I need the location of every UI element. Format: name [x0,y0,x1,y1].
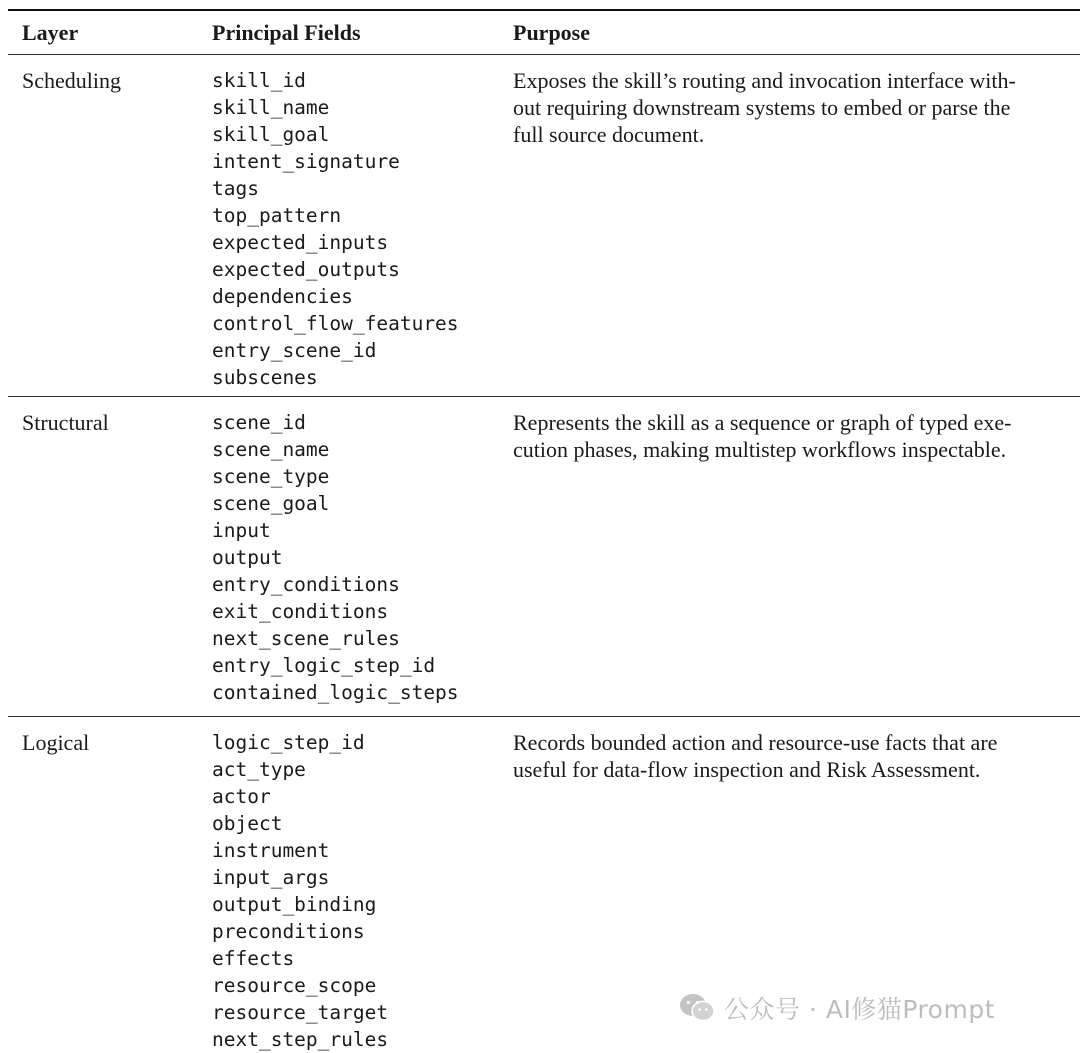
field-name: resource_target [212,1001,389,1024]
field-name: exit_conditions [212,600,389,623]
field-name: output_binding [212,893,377,916]
table-row-scheduling [8,55,1080,396]
field-name: scene_goal [212,492,330,515]
fields-list [212,729,513,1053]
layer-name: Scheduling [22,68,121,93]
field-name: preconditions [212,920,365,943]
field-name: skill_goal [212,123,330,146]
field-name: top_pattern [212,204,342,227]
header-principal-fields: Principal Fields [212,19,361,45]
purpose-line: Exposes the skill’s routing and invocation interface with- [513,68,1016,93]
fields-list [212,67,513,391]
field-name: tags [212,177,259,200]
field-name: intent_signature [212,150,400,173]
fields-table [8,9,1080,1051]
field-name: next_step_rules [212,1028,389,1051]
wechat-icon [678,992,716,1024]
fields-list [212,409,513,706]
purpose-line: out requiring downstream systems to embed or parse the [513,95,1011,120]
purpose-line: Represents the skill as a sequence or graph of typed exe- [513,410,1012,435]
field-name: expected_outputs [212,258,400,281]
watermark [678,990,995,1026]
table-header-row [8,11,1080,54]
field-name: instrument [212,839,330,862]
layer-name: Structural [22,410,109,435]
field-name: dependencies [212,285,353,308]
field-name: input_args [212,866,330,889]
field-name: skill_id [212,69,306,92]
field-name: entry_scene_id [212,339,377,362]
purpose-line: Records bounded action and resource-use facts that are [513,730,998,755]
field-name: contained_logic_steps [212,681,459,704]
purpose-line: cution phases, making multistep workflows inspectable. [513,437,1007,462]
header-purpose: Purpose [513,19,590,45]
field-name: effects [212,947,295,970]
field-name: entry_logic_step_id [212,654,436,677]
field-name: control_flow_features [212,312,459,335]
field-name: subscenes [212,366,318,389]
table-body [8,55,1080,1051]
field-name: logic_step_id [212,731,365,754]
field-name: actor [212,785,271,808]
purpose-line: full source document. [513,122,705,147]
field-name: output [212,546,283,569]
table-row-structural [8,397,1080,716]
field-name: expected_inputs [212,231,389,254]
field-name: entry_conditions [212,573,400,596]
watermark-text: 公众号 · AI修猫Prompt [724,995,996,1024]
field-name: resource_scope [212,974,377,997]
purpose-line: useful for data-flow inspection and Risk Assessment. [513,757,981,782]
field-name: scene_name [212,438,330,461]
field-name: act_type [212,758,306,781]
field-name: object [212,812,283,835]
field-name: next_scene_rules [212,627,400,650]
field-name: scene_id [212,411,306,434]
field-name: skill_name [212,96,330,119]
layer-name: Logical [22,730,90,755]
field-name: input [212,519,271,542]
header-layer: Layer [22,19,79,45]
field-name: scene_type [212,465,330,488]
